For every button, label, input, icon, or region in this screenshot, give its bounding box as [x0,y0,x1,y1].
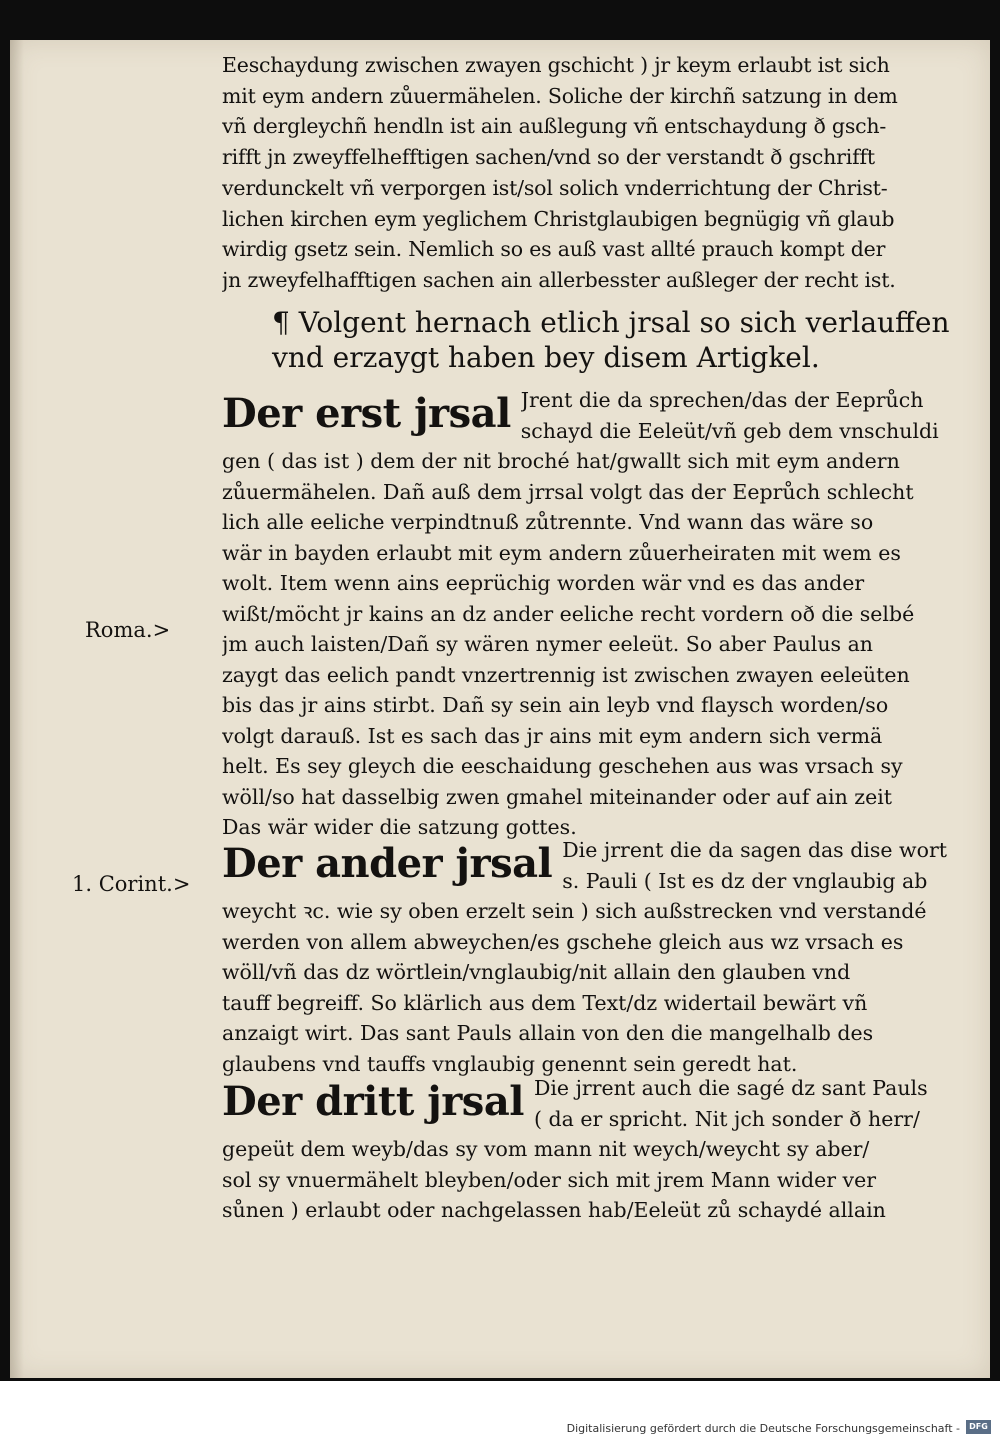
text-line: weycht ꝛc. wie sy oben erzelt sein ) sich außstrecken vnd verstandé [222,899,927,923]
book-page [10,40,990,1378]
margin-note-corinthians: 1. Corint.> [72,872,191,896]
text-line: s. Pauli ( Ist es dz der vnglaubig ab [562,868,928,893]
text-line: wißt/möcht jr kains an dz ander eeliche recht vordern oð die selbé [222,601,915,626]
text-line: anzaigt wirt. Das sant Pauls allain von den die mangelhalb des [222,1021,874,1045]
text-line: gen ( das ist ) dem der nit broché hat/gwallt sich mit eym andern [222,449,900,473]
text-line: Die jrrent die da sagen das dise wort [562,838,947,862]
section-title: Der erst jrsal [222,390,511,437]
section-title: Der dritt jrsal [222,1078,524,1125]
text-line: zaygt das eelich pandt vnzertrennig ist zwischen zwayen eeleüten [222,662,910,687]
text-line: schayd die Eeleüt/vñ geb dem vnschuldi [520,418,939,443]
text-line: Die jrrent auch die sagé dz sant Pauls [533,1076,928,1100]
text-line: sol sy vnuermähelt bleyben/oder sich mit jrem Mann wider ver [222,1167,877,1192]
text-line: zůuermähelen. Dañ auß dem jrrsal volgt das der Eeprůch schlecht [222,479,914,504]
text-line: Das wär wider die satzung gottes. [222,815,577,839]
text-line: rifft jn zweyffelhefftigen sachen/vnd so der verstandt ð gschrifft [222,145,875,170]
dfg-logo: DFG [966,1420,991,1434]
text-line: lich alle eeliche verpindtnuß zůtrennte. Vnd wann das wäre so [222,510,874,534]
section-heading: ¶ Volgent hernach etlich jrsal so sich verlauffen vnd erzaygt haben bey disem Artigkel. [272,306,950,374]
text-line: verdunckelt vñ verporgen ist/sol solich vnderrichtung der Christ- [222,175,888,200]
text-line: wolt. Item wenn ains eeprüchig worden wär vnd es das ander [222,571,865,595]
text-line: wöll/so hat dasselbig zwen gmahel miteinander oder auf ain zeit [222,784,893,809]
text-line: werden von allem abweychen/es gschehe gleich aus wz vrsach es [222,929,904,954]
text-line: ( da er spricht. Nit jch sonder ð herr/ [533,1106,920,1131]
section-title: Der ander jrsal [222,840,553,887]
text-line: tauff begreiff. So klärlich aus dem Text/dz widertail bewärt vñ [222,990,868,1015]
margin-note-romans: Roma.> [85,618,171,642]
text-line: mit eym andern zůuermähelen. Soliche der kirchñ satzung in dem [222,83,898,108]
footer-credit: Digitalisierung gefördert durch die Deutsche Forschungsgemeinschaft - [566,1422,960,1435]
text-line: glaubens vnd tauffs vnglaubig genennt sein geredt hat. [222,1051,798,1076]
section-third-error [222,1073,970,1226]
text-line: wirdig gsetz sein. Nemlich so es auß vast allté prauch kompt der [222,237,886,262]
intro-paragraph [222,50,970,296]
text-line: wöll/vñ das dz wörtlein/vnglaubig/nit allain den glauben vnd [222,960,851,984]
text-line: bis das jr ains stirbt. Dañ sy sein ain leyb vnd flaysch worden/so [222,693,889,717]
footer-bar [0,1414,1000,1441]
text-line: sůnen ) erlaubt oder nachgelassen hab/Eeleüt zů schaydé allain [222,1198,886,1222]
section-first-error [222,385,970,843]
text-line: wär in bayden erlaubt mit eym andern zůuerheiraten mit wem es [222,540,901,565]
text-line: helt. Es sey gleych die eeschaidung geschehen aus was vrsach sy [222,754,903,778]
text-line: vñ dergleychñ hendln ist ain außlegung vñ entschaydung ð gsch- [222,114,887,139]
text-line: Eeschaydung zwischen zwayen gschicht ) jr keym erlaubt ist sich [222,53,890,77]
text-line: volgt darauß. Ist es sach das jr ains mit eym andern sich vermä [222,723,883,748]
text-line: lichen kirchen eym yeglichem Christglaubigen begnügig vñ glaub [222,206,895,231]
text-line: jn zweyfelhafftigen sachen ain allerbesster außleger der recht ist. [222,267,896,292]
section-second-error [222,835,970,1079]
text-line: jm auch laisten/Dañ sy wären nymer eeleüt. So aber Paulus an [222,632,873,656]
text-line: gepeüt dem weyb/das sy vom mann nit weych/weycht sy aber/ [222,1137,870,1161]
text-line: Jrent die da sprechen/das der Eeprůch [520,388,924,412]
